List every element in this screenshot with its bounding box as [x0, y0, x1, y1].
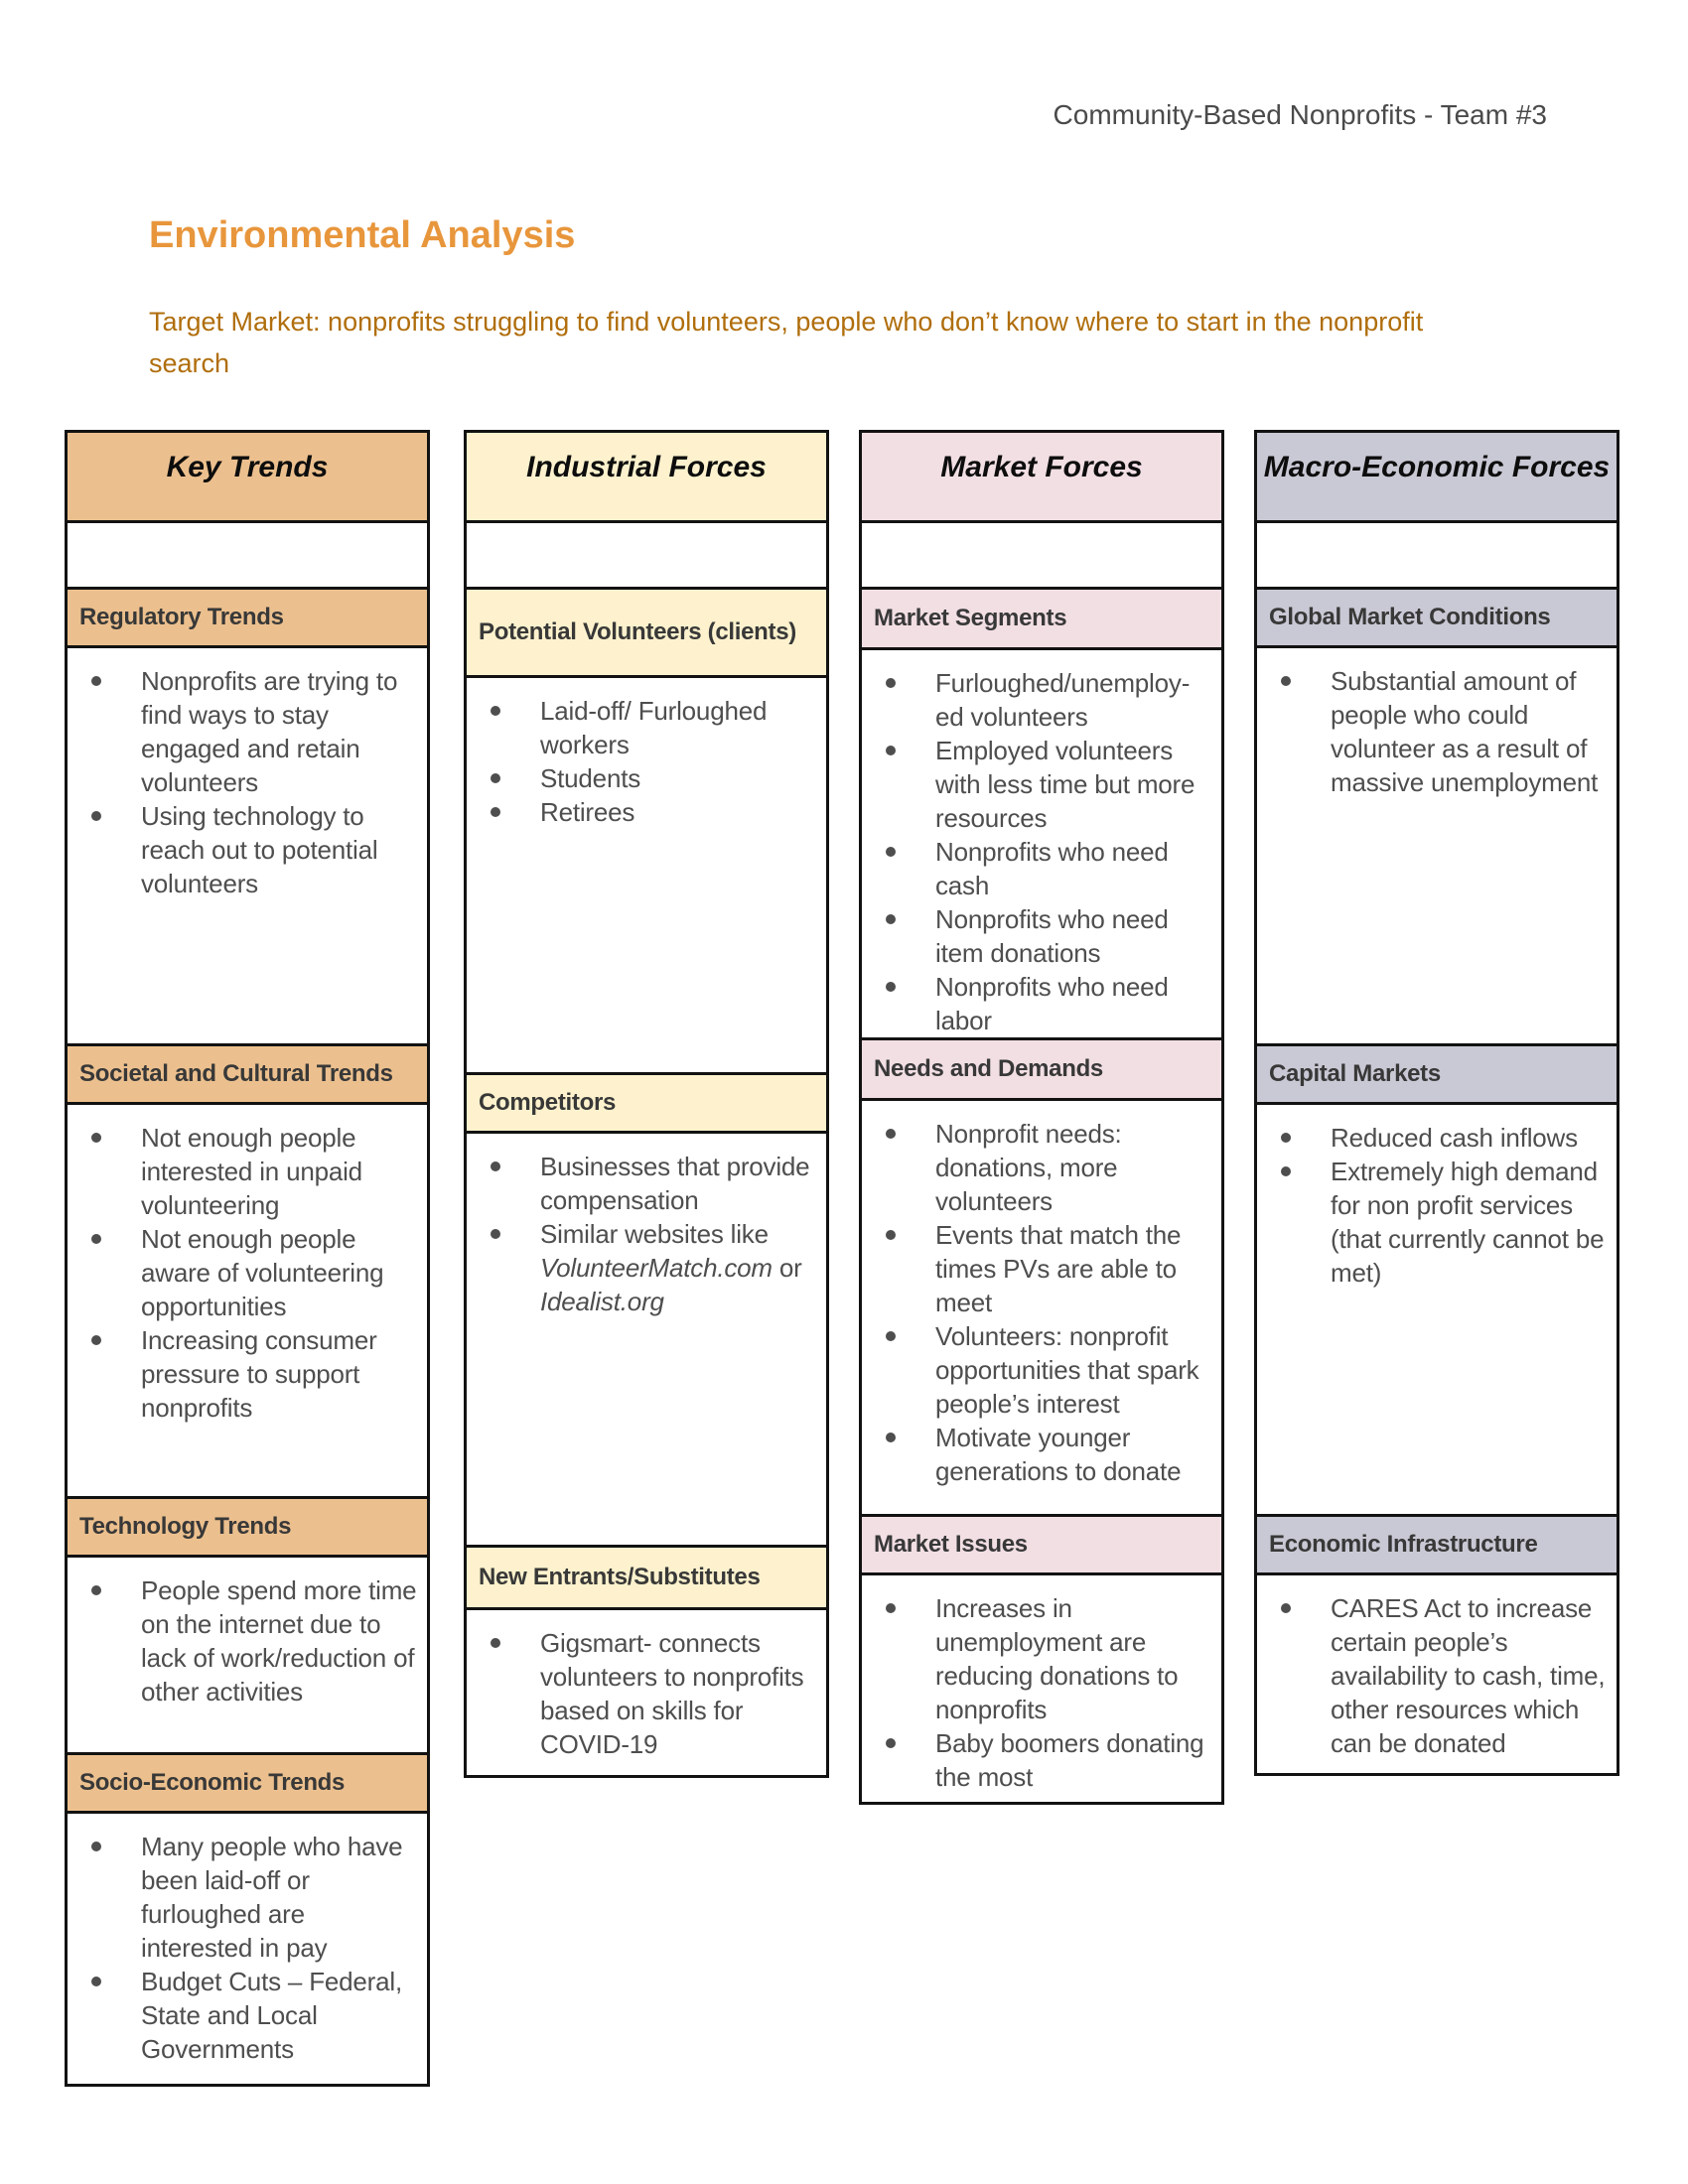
- bullet-icon: [886, 914, 896, 924]
- bullet-item: [491, 761, 820, 795]
- bullet-text: CARES Act to increase certain people’s availability to cash, time, other resources which can be donated: [1331, 1593, 1606, 1758]
- bullet-text: Nonprofits are trying to find ways to stay engaged and retain volunteers: [141, 666, 398, 797]
- bullet-item: [491, 1217, 820, 1318]
- column-header-label: Market Forces: [940, 451, 1143, 483]
- heading-competitors: Competitors: [464, 1072, 829, 1134]
- content-capital-markets: [1254, 1102, 1619, 1517]
- page-header-text: Community-Based Nonprofits - Team #3: [1053, 99, 1547, 130]
- bullet-icon: [491, 1161, 500, 1171]
- bullet-item: [886, 666, 1215, 734]
- bullet-item: [886, 1319, 1215, 1421]
- column-key-trends: [65, 430, 430, 2087]
- heading-socio-economic-trends: Socio-Economic Trends: [65, 1752, 430, 1814]
- spacer-row: [859, 520, 1224, 590]
- content-socio-economic-trends: [65, 1811, 430, 2087]
- bullet-text: Extremely high demand for non profit services (that currently cannot be met): [1331, 1157, 1605, 1288]
- bullet-text: Using technology to reach out to potential volunteers: [141, 801, 378, 898]
- heading-new-entrants-substitutes: New Entrants/Substitutes: [464, 1545, 829, 1610]
- bullet-text: Events that match the times PVs are able to meet: [935, 1220, 1182, 1317]
- bullet-item: [491, 1150, 820, 1217]
- bullet-icon: [1281, 1603, 1291, 1613]
- heading-technology-trends: Technology Trends: [65, 1496, 430, 1558]
- bullet-icon: [886, 1230, 896, 1240]
- bullet-item: [91, 1830, 421, 1965]
- bullet-text: Budget Cuts – Federal, State and Local Governments: [141, 1967, 402, 2064]
- bullet-text: Retirees: [540, 797, 635, 827]
- bullet-icon: [491, 1229, 500, 1239]
- bullet-item: [1281, 1121, 1611, 1155]
- column-market-forces: [859, 430, 1224, 1805]
- heading-regulatory-trends: Regulatory Trends: [65, 587, 430, 648]
- heading-economic-infrastructure: Economic Infrastructure: [1254, 1514, 1619, 1575]
- bullet-item: [886, 1591, 1215, 1726]
- bullet-item: [91, 664, 421, 799]
- bullet-item: [886, 902, 1215, 970]
- bullet-text: Nonprofit needs: donations, more volunteers: [935, 1119, 1122, 1216]
- heading-global-market-conditions: Global Market Conditions: [1254, 587, 1619, 648]
- bullet-text: Businesses that provide compensation: [540, 1152, 810, 1215]
- bullet-item: [886, 970, 1215, 1037]
- bullet-text: Motivate younger generations to donate: [935, 1423, 1182, 1486]
- column-industrial-forces: [464, 430, 829, 1778]
- bullet-item: [886, 1218, 1215, 1319]
- bullet-icon: [491, 1638, 500, 1648]
- bullet-icon: [886, 1738, 896, 1748]
- column-macro-economic-forces: [1254, 430, 1619, 1776]
- content-technology-trends: [65, 1555, 430, 1755]
- bullet-item: [91, 1121, 421, 1222]
- bullet-text: Employed volunteers with less time but more resources: [935, 736, 1196, 833]
- bullet-icon: [91, 1842, 101, 1851]
- bullet-icon: [886, 1129, 896, 1139]
- content-global-market-conditions: [1254, 645, 1619, 1046]
- bullet-icon: [886, 982, 896, 992]
- spacer-row: [65, 520, 430, 590]
- target-market-text: Target Market: nonprofits struggling to find volunteers, people who don’t know where to start in the nonprofit search: [149, 307, 1424, 378]
- bullet-item: [886, 1117, 1215, 1218]
- bullet-item: [886, 1726, 1215, 1794]
- content-competitors: [464, 1131, 829, 1548]
- heading-societal-cultural-trends: Societal and Cultural Trends: [65, 1043, 430, 1105]
- bullet-text: Furloughed/unemploy-ed volunteers: [935, 668, 1191, 732]
- content-societal-cultural-trends: [65, 1102, 430, 1499]
- content-market-issues: [859, 1572, 1224, 1805]
- bullet-icon: [91, 1133, 101, 1143]
- bullet-item: [91, 799, 421, 900]
- heading-capital-markets: Capital Markets: [1254, 1043, 1619, 1105]
- column-header-label: Macro-Economic Forces: [1263, 451, 1611, 483]
- key-trends-header: [65, 430, 430, 523]
- bullet-icon: [1281, 1133, 1291, 1143]
- bullet-icon: [491, 807, 500, 817]
- market-forces-header: [859, 430, 1224, 523]
- bullet-text: Increases in unemployment are reducing donations to nonprofits: [935, 1593, 1179, 1724]
- bullet-item: [491, 694, 820, 761]
- bullet-text: Increasing consumer pressure to support nonprofits: [141, 1325, 377, 1423]
- bullet-icon: [91, 1585, 101, 1595]
- bullet-item: [91, 1965, 421, 2066]
- bullet-text: Gigsmart- connects volunteers to nonprofits based on skills for COVID-19: [540, 1628, 804, 1759]
- bullet-icon: [91, 811, 101, 821]
- bullet-item: [1281, 664, 1611, 799]
- heading-market-segments: Market Segments: [859, 587, 1224, 650]
- bullet-text: Not enough people interested in unpaid volunteering: [141, 1123, 362, 1220]
- content-economic-infrastructure: [1254, 1572, 1619, 1776]
- column-header-label: Industrial Forces: [526, 451, 767, 483]
- bullet-item: [1281, 1591, 1611, 1760]
- page-title: Environmental Analysis: [149, 214, 576, 256]
- industrial-forces-header: [464, 430, 829, 523]
- content-new-entrants-substitutes: [464, 1607, 829, 1778]
- content-market-segments: [859, 647, 1224, 1040]
- bullet-item: [91, 1222, 421, 1323]
- bullet-text: Nonprofits who need labor: [935, 972, 1169, 1035]
- bullet-text: Volunteers: nonprofit opportunities that spark people’s interest: [935, 1321, 1199, 1419]
- bullet-item: [886, 835, 1215, 902]
- bullet-text: Reduced cash inflows: [1331, 1123, 1578, 1153]
- spacer-row: [1254, 520, 1619, 590]
- bullet-icon: [91, 676, 101, 686]
- bullet-text: Substantial amount of people who could volunteer as a result of massive unemployment: [1331, 666, 1599, 797]
- bullet-text: Nonprofits who need item donations: [935, 904, 1169, 968]
- bullet-item: [491, 795, 820, 829]
- bullet-icon: [886, 847, 896, 857]
- bullet-item: [886, 734, 1215, 835]
- bullet-text: Laid-off/ Furloughed workers: [540, 696, 768, 759]
- macro-economic-forces-header: [1254, 430, 1619, 523]
- bullet-icon: [886, 746, 896, 755]
- bullet-icon: [886, 678, 896, 688]
- bullet-text: Students: [540, 763, 641, 793]
- bullet-icon: [886, 1603, 896, 1613]
- bullet-item: [91, 1573, 421, 1708]
- bullet-text: People spend more time on the internet due to lack of work/reduction of other activities: [141, 1575, 417, 1706]
- bullet-icon: [91, 1234, 101, 1244]
- bullet-item: [1281, 1155, 1611, 1290]
- bullet-icon: [491, 706, 500, 716]
- heading-market-issues: Market Issues: [859, 1514, 1224, 1575]
- bullet-text: Not enough people aware of volunteering opportunities: [141, 1224, 384, 1321]
- bullet-icon: [491, 773, 500, 783]
- content-potential-volunteers: [464, 675, 829, 1075]
- bullet-icon: [91, 1335, 101, 1345]
- bullet-icon: [1281, 676, 1291, 686]
- bullet-icon: [886, 1433, 896, 1442]
- bullet-text: Many people who have been laid-off or furloughed are interested in pay: [141, 1832, 403, 1963]
- bullet-item: [91, 1323, 421, 1425]
- bullet-icon: [91, 1977, 101, 1986]
- bullet-item: [491, 1626, 820, 1761]
- bullet-text: Similar websites like VolunteerMatch.com or Idealist.org: [540, 1219, 802, 1316]
- bullet-icon: [886, 1331, 896, 1341]
- heading-needs-and-demands: Needs and Demands: [859, 1037, 1224, 1101]
- content-regulatory-trends: [65, 645, 430, 1046]
- column-header-label: Key Trends: [166, 451, 329, 483]
- bullet-text: Nonprofits who need cash: [935, 837, 1169, 900]
- heading-potential-volunteers: Potential Volunteers (clients): [464, 587, 829, 678]
- content-needs-and-demands: [859, 1098, 1224, 1517]
- bullet-icon: [1281, 1166, 1291, 1176]
- spacer-row: [464, 520, 829, 590]
- bullet-item: [886, 1421, 1215, 1488]
- bullet-text: Baby boomers donating the most: [935, 1728, 1204, 1792]
